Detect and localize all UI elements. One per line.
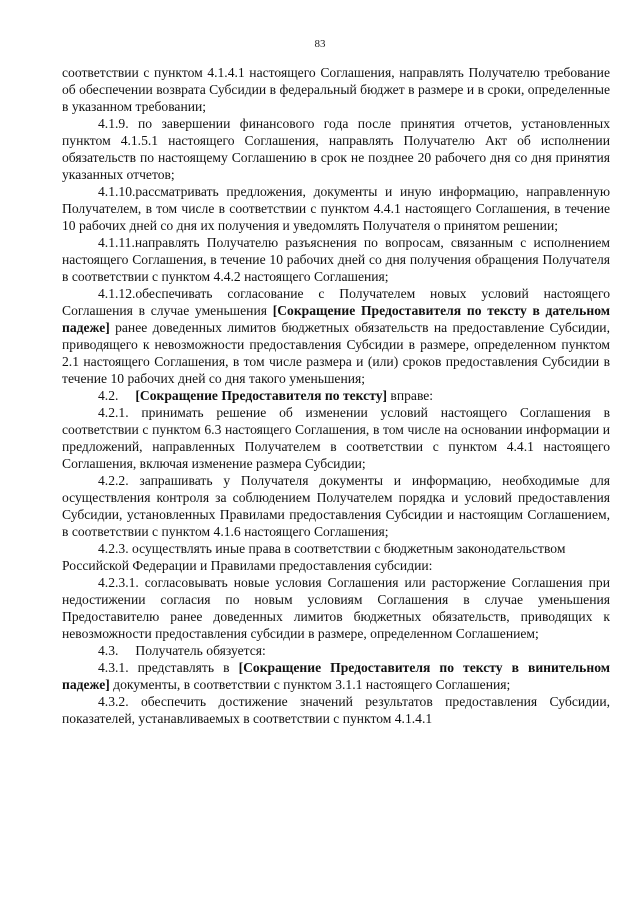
paragraph-4-2-2 xyxy=(62,472,610,540)
paragraph-text: 4.3.2. обеспечить достижение значений результатов предоставления Субсидии, показателей, устанавливаемых в соответствии с пунктом 4.1.4.1 xyxy=(62,694,610,726)
paragraph-text: документы, в соответствии с пунктом 3.1.1 настоящего Соглашения; xyxy=(109,677,511,692)
paragraph-4-2-3 xyxy=(62,540,610,574)
paragraph-4-1-11 xyxy=(62,234,610,285)
placeholder-bold: [Сокращение Предоставителя по тексту] xyxy=(135,388,388,403)
paragraph-text: ранее доведенных лимитов бюджетных обязательств на предоставление Субсидии, приводящего к невозможности предоставления Субсидии в размере, определенном пунктом 2.1 настоящего Соглашения, в том числе размера и (или) сроков предоставления Субсидии в течение 10 рабочих дней со дня такого уменьшения; xyxy=(62,320,610,386)
paragraph-text: 4.2.2. запрашивать у Получателя документы и информацию, необходимые для осуществления контроля за соблюдением Получателем порядка и условий предоставления Субсидии, установленных Правилами предоставления Субсидии и настоящим Соглашением, в соответствии с пунктом 4.1.6 настоящего Соглашения; xyxy=(62,473,610,539)
paragraph-text: 4.1.11.направлять Получателю разъяснения по вопросам, связанным с исполнением настоящего Соглашения, в течение 10 рабочих дней со дня получения обращения Получателя в соответствии с пунктом 4.4.2 настоящего Соглашения; xyxy=(62,235,610,284)
paragraph-4-1-9 xyxy=(62,115,610,183)
paragraph-4-2-3-1 xyxy=(62,574,610,642)
page-number: 83 xyxy=(314,38,326,50)
paragraph-4-1-10 xyxy=(62,183,610,234)
paragraph-text: 4.2.3.1. согласовывать новые условия Соглашения или расторжение Соглашения при недостижении согласия по новым условиям Соглашения в случае уменьшения Предоставителю ранее доведенных лимитов бюджетных обязательств, приводящих к невозможности предоставления субсидии в размере, определенном Соглашением; xyxy=(62,575,610,641)
paragraph-text: вправе: xyxy=(387,388,434,403)
paragraph-text: 4.1.9. по завершении финансового года после принятия отчетов, установленных пунктом 4.1.5.1 настоящего Соглашения, направлять Получателю Акт об исполнении обязательств по настоящему Соглашению в срок не позднее 20 рабочего дня со дня принятия указанных отчетов; xyxy=(62,116,610,182)
paragraph-text: 4.3.1. представлять в xyxy=(98,660,239,675)
paragraph-text: 4.1.12.обеспечивать согласование с Получателем новых условий настоящего Соглашения в случае уменьшения xyxy=(62,286,610,318)
paragraph-text: 4.2.3. осуществлять иные права в соответствии с бюджетным законодательством Российской Федерации и Правилами предоставления субсидии: xyxy=(62,541,566,573)
paragraph-text: 4.2. xyxy=(98,388,136,403)
paragraph-0 xyxy=(62,64,610,115)
paragraph-text: 4.3. Получатель обязуется: xyxy=(98,643,266,658)
paragraph-4-2 xyxy=(62,387,610,404)
paragraph-4-1-12 xyxy=(62,285,610,387)
paragraph-text: 4.1.10.рассматривать предложения, документы и иную информацию, направленную Получателем, в том числе в соответствии с пунктом 4.4.1 настоящего Соглашения, в течение 10 рабочих дней со дня их получения и уведомлять Получателя о принятом решении; xyxy=(62,184,610,233)
paragraph-4-3-1 xyxy=(62,659,610,693)
placeholder-bold: [Сокращение Предоставителя по тексту в дательном падеже] xyxy=(62,303,610,335)
paragraph-4-2-1 xyxy=(62,404,610,472)
paragraph-4-3 xyxy=(62,642,610,659)
document-body xyxy=(62,64,610,727)
paragraph-4-3-2 xyxy=(62,693,610,727)
paragraph-text: 4.2.1. принимать решение об изменении условий настоящего Соглашения в соответствии с пунктом 6.3 настоящего Соглашения, в том числе на основании информации и предложений, направленных Получателем в соответствии с пунктом 4.4.1 настоящего Соглашения, включая изменение размера Субсидии; xyxy=(62,405,610,471)
placeholder-bold: [Сокращение Предоставителя по тексту в винительном падеже] xyxy=(62,660,610,692)
paragraph-text: соответствии с пунктом 4.1.4.1 настоящего Соглашения, направлять Получателю требование об обеспечении возврата Субсидии в федеральный бюджет в размере и в сроки, определенные в указанном требовании; xyxy=(62,65,610,114)
